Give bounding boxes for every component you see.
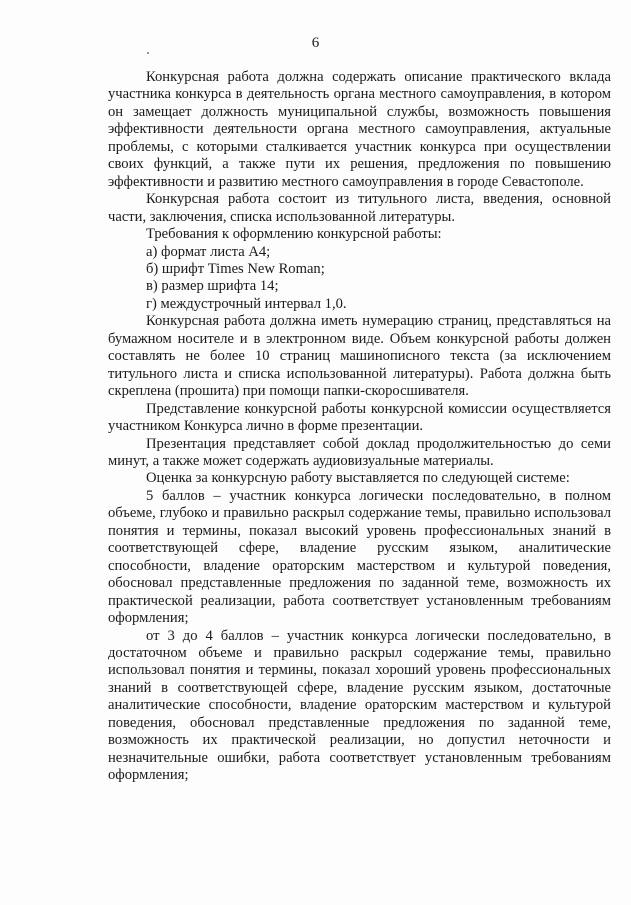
paragraph-presentation-submission: Представление конкурсной работы конкурсной комиссии осуществляется участником Конкурса лично в форме презентации. (108, 400, 611, 435)
paragraph-grading-system: Оценка за конкурсную работу выставляется по следующей системе: (146, 470, 570, 487)
paragraph-grade-5-points: 5 баллов – участник конкурса логически последовательно, в полном объеме, глубоко и правильно раскрыл содержание темы, правильно использовал понятия и термины, показал высокий уровень профессиональных знаний в соответствующей сфере, владение русским языком, аналитические способности, владение ораторским мастерством и культурой поведения, обосновал представленные предложения по заданной теме, возможность их практической реализации, работа соответствует установленным требованиям оформления; (108, 487, 611, 627)
list-item-line-spacing: г) междустрочный интервал 1,0. (146, 295, 347, 312)
paragraph-grade-3-4-points: от 3 до 4 баллов – участник конкурса логически последовательно, в достаточном объеме и правильно раскрыл содержание темы, правильно использовал понятия и термины, показал хороший уровень профессиональных знаний в соответствующей сфере, владение русским языком, достаточные аналитические способности, владение ораторским мастерством и культурой поведения, обосновал представленные предложения по заданной теме, возможность их практической реализации, но допустил неточности и незначительные ошибки, работа соответствует установленным требованиям оформления; (108, 627, 611, 784)
paragraph-formatting-requirements: Требования к оформлению конкурсной работы: (146, 226, 442, 243)
paragraph-practical-contribution: Конкурсная работа должна содержать описание практического вклада участника конкурса в деятельность органа местного самоуправления, в котором он замещает должность муниципальной службы, возможность повышения эффективности деятельности органа местного самоуправления, актуальные проблемы, с которыми сталкивается участник конкурса при осуществлении своих функций, а также пути их решения, предложения по повышению эффективности и развитию местного самоуправления в городе Севастополе. (108, 69, 611, 190)
paragraph-pagination-volume: Конкурсная работа должна иметь нумерацию страниц, представляться на бумажном носителе и в электронном виде. Объем конкурсной работы должен составлять не более 10 страниц машинописного текста (за исключением титульного листа и списка использованной литературы). Работа должна быть скреплена (прошита) при помощи папки-скоросшивателя. (108, 313, 611, 400)
list-item-font: б) шрифт Times New Roman; (146, 260, 325, 277)
paragraph-work-structure: Конкурсная работа состоит из титульного листа, введения, основной части, заключения, списка использованной литературы. (108, 191, 611, 225)
document-body (108, 69, 611, 785)
page-number: 6 (311, 35, 320, 51)
list-item-font-size: в) размер шрифта 14; (146, 278, 279, 295)
paragraph-presentation-duration: Презентация представляет собой доклад продолжительностью до семи минут, а также может содержать аудиовизуальные материалы. (108, 435, 611, 469)
scan-speck (147, 52, 149, 54)
list-item-sheet-format: а) формат листа А4; (146, 243, 271, 260)
